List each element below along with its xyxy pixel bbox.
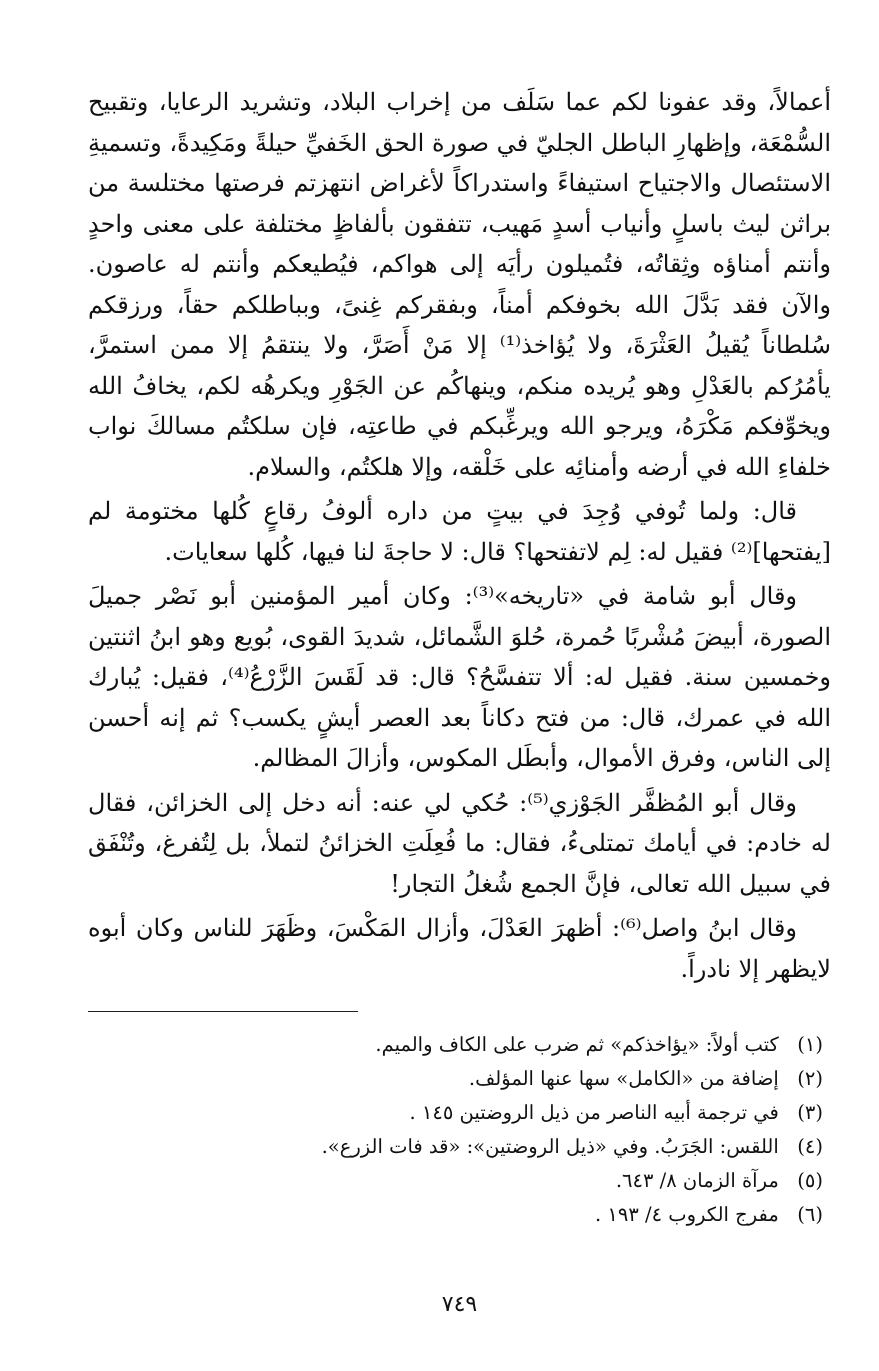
footnote-text: اللقس: الجَرَبُ. وفي «ذيل الروضتين»: «قد فات الزرع». xyxy=(321,1135,779,1158)
book-page xyxy=(88,82,831,1371)
footnote-number: (١) xyxy=(797,1033,823,1056)
footnote-number: (٥) xyxy=(797,1169,823,1192)
footnote-number: (٤) xyxy=(797,1135,823,1158)
paragraph-2: قال: ولما تُوفي وُجِدَ في بيتٍ من داره ألوفُ رقاعٍ كُلها مختومة لم [يفتحها]⁽²⁾ فقيل له: لِم لاتفتحها؟ قال: لا حاجةَ لنا فيها، كُلها سعايات. xyxy=(88,497,831,566)
footnote-text: كتب أولاً: «يؤاخذكم» ثم ضرب على الكاف والميم. xyxy=(375,1033,779,1056)
page-number: ٧٤٩ xyxy=(441,1292,478,1317)
footnote-number: (٣) xyxy=(797,1101,823,1124)
main-text xyxy=(88,82,831,989)
paragraph-5: وقال ابنُ واصل⁽⁶⁾: أظهرَ العَدْلَ، وأزال المَكْسَ، وظَهَرَ للناس وكان أبوه لايظهر إلا نادراً. xyxy=(88,914,831,983)
footnote-1 xyxy=(88,1028,823,1062)
footnote-2 xyxy=(88,1062,823,1096)
footnote-3 xyxy=(88,1096,823,1130)
paragraph-4: وقال أبو المُظفَّر الجَوْزي⁽⁵⁾: حُكي لي عنه: أنه دخل إلى الخزائن، فقال له خادم: في أيامك تمتلىءُ، فقال: ما فُعِلَتِ الخزائنُ لتملأ، بل لِتُفرغ، وتُنْفَق في سبيل الله تعالى، فإنَّ الجمع شُغلُ التجار! xyxy=(88,788,831,898)
paragraph-3: وقال أبو شامة في «تاريخه»⁽³⁾: وكان أمير المؤمنين أبو نَصْر جميلَ الصورة، أبيضَ مُشْربًا حُمرة، حُلوَ الشَّمائل، شديدَ القوى، بُويع وهو ابنُ اثنتين وخمسين سنة. فقيل له: ألا تتفسَّحُ؟ قال: قد لَقَسَ الزَّرْعُ⁽⁴⁾، فقيل: يُبارك الله في عمرك، قال: من فتح دكاناً بعد العصر أيشٍ يكسب؟ ثم إنه أحسن إلى الناس، وفرق الأموال، وأبطَل المكوس، وأزالَ المظالم. xyxy=(88,582,831,772)
footnote-number: (٦) xyxy=(797,1203,823,1226)
footnote-5 xyxy=(88,1164,823,1198)
footnote-number: (٢) xyxy=(797,1067,823,1090)
footnote-text: في ترجمة أبيه الناصر من ذيل الروضتين ١٤٥ . xyxy=(409,1101,779,1124)
footnotes xyxy=(88,1028,831,1232)
footnote-text: مرآة الزمان ٨/ ٦٤٣. xyxy=(615,1169,779,1192)
footnote-text: مفرج الكروب ٤/ ١٩٣ . xyxy=(594,1203,779,1226)
footnote-6 xyxy=(88,1198,823,1232)
footnote-text: إضافة من «الكامل» سها عنها المؤلف. xyxy=(468,1067,779,1090)
footnote-4 xyxy=(88,1130,823,1164)
footnote-divider xyxy=(88,1011,358,1012)
paragraph-1: أعمالاً، وقد عفونا لكم عما سَلَف من إخراب البلاد، وتشريد الرعايا، وتقبيح السُّمْعَة، وإظهارِ الباطل الجليّ في صورة الحق الخَفيِّ حيلةً ومَكِيدةً، وتسميةِ الاستئصال والاجتياح استيفاءً واستدراكاً لأغراض انتهزتم فرصتها مختلسة من براثن ليث باسلٍ وأنياب أسدٍ مَهيب، تتفقون بألفاظٍ مختلفة على معنى واحدٍ وأنتم أمناؤه وثِقاتُه، فتُميلون رأيَه إلى هواكم، فيُطيعكم وأنتم له عاصون. والآن فقد بَدَّلَ الله بخوفكم أمناً، وبفقركم غِنىً، وبباطلكم حقاً، ورزقكم سُلطاناً يُقيلُ العَثْرَةَ، ولا يُؤاخذ⁽¹⁾ إلا مَنْ أَصَرَّ، ولا ينتقمُ إلا ممن استمرَّ، يأمُرُكم بالعَدْلِ وهو يُريده منكم، وينهاكُم عن الجَوْرِ ويكرهُه لكم، يخافُ الله ويخوِّفكم مَكْرَهُ، ويرجو الله ويرغِّبكم في طاعتِه، فإن سلكتُم مسالكَ نواب خلفاءِ الله في أرضه وأمنائِه على خَلْقه، وإلا هلكتُم، والسلام. xyxy=(88,88,832,481)
